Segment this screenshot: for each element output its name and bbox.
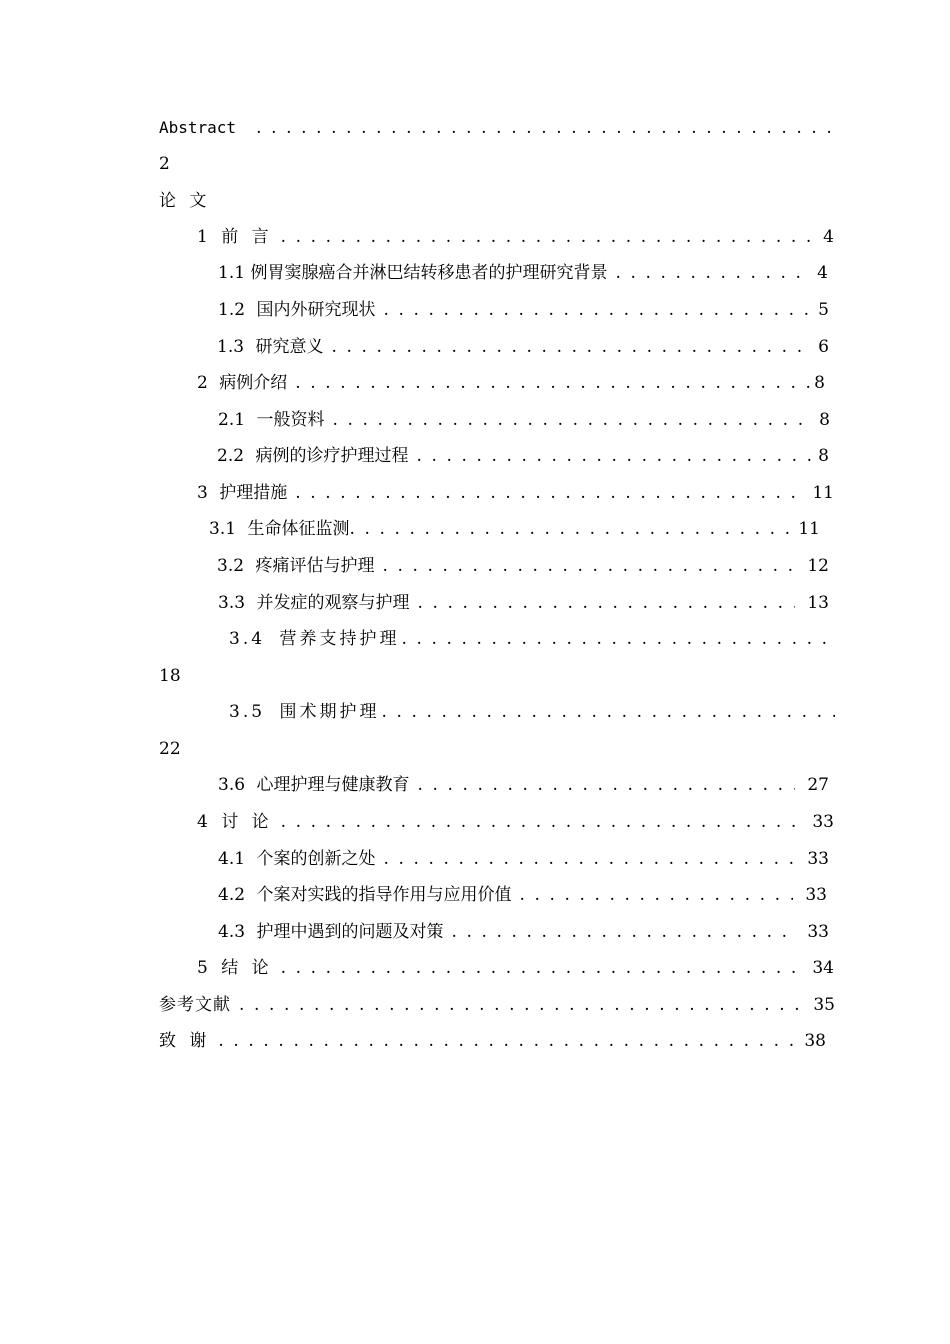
toc-entry-page: 12 [807, 556, 829, 576]
toc-entry-label: 4.3 护理中遇到的问题及对策 [218, 922, 444, 942]
toc-leader-dots [383, 299, 812, 321]
toc-entry-page: 33 [812, 812, 834, 832]
toc-entry-3-3[interactable] [218, 592, 829, 614]
toc-entry-page: 18 [159, 666, 181, 686]
toc-entry-label: 3.4 营养支持护理 [229, 629, 400, 649]
toc-entry-page: 4 [823, 227, 834, 247]
toc-leader-dots [519, 884, 793, 906]
toc-leader-dots [281, 957, 801, 979]
toc-entry-label: 3.6 心理护理与健康教育 [218, 775, 410, 795]
toc-entry-page: 11 [812, 483, 834, 503]
toc-entry-2-2[interactable] [217, 445, 829, 467]
toc-entry-page: 11 [798, 519, 820, 539]
toc-leader-dots [331, 336, 812, 358]
toc-entry-label: 4.2 个案对实践的指导作用与应用价值 [218, 885, 512, 905]
toc-entry-label: 2.1 一般资料 [218, 410, 325, 430]
toc-entry-label: 致 谢 [159, 1031, 211, 1051]
toc-entry-label: 2 病例介绍 [197, 373, 288, 393]
toc-leader-dots [281, 226, 818, 248]
toc-entry-label: 5 结 论 [197, 958, 273, 978]
toc-entry-label: 4.1 个案的创新之处 [218, 849, 376, 869]
toc-entry-5[interactable] [197, 957, 834, 979]
toc-entry-page: 35 [813, 995, 835, 1015]
toc-entry-label: 3 护理措施 [197, 483, 288, 503]
toc-entry-4-3[interactable] [218, 921, 829, 943]
toc-entry-page: 2 [159, 154, 170, 174]
toc-leader-dots [615, 262, 811, 284]
toc-heading-thesis: 论 文 [159, 191, 211, 211]
toc-entry-label: 3.2 疼痛评估与护理 [217, 556, 375, 576]
toc-entry-label: 3.3 并发症的观察与护理 [218, 593, 410, 613]
toc-entry-label: Abstract [159, 118, 237, 137]
toc-entry-label: 参考文献 [159, 995, 231, 1015]
toc-entry-page: 27 [807, 775, 829, 795]
toc-entry-page: 33 [805, 885, 827, 905]
toc-leader-dots [218, 1030, 804, 1052]
toc-entry-1[interactable] [197, 226, 834, 248]
toc-entry-page: 33 [807, 922, 829, 942]
toc-entry-4-1[interactable] [218, 848, 829, 870]
toc-entry-3-4[interactable] [229, 628, 835, 650]
toc-entry-3-5[interactable] [229, 701, 835, 723]
toc-leader-dots [383, 848, 795, 870]
toc-leader-dots [349, 518, 798, 540]
toc-entry-page: 13 [807, 593, 829, 613]
toc-leader-dots [256, 117, 835, 139]
toc-entry-label: 1.1 例胃窦腺癌合并淋巴结转移患者的护理研究背景 [218, 263, 608, 283]
toc-leader-dots [332, 409, 813, 431]
toc-entry-4-2[interactable] [218, 884, 827, 906]
toc-entry-2-1[interactable] [218, 409, 830, 431]
toc-entry-acknowledgements[interactable] [159, 1030, 826, 1052]
toc-leader-dots [281, 811, 801, 833]
toc-entry-page: 5 [818, 300, 829, 320]
toc-entry-2[interactable] [197, 372, 825, 394]
toc-entry-page: 8 [819, 410, 830, 430]
toc-entry-page: 4 [817, 263, 828, 283]
toc-entry-label: 1.2 国内外研究现状 [218, 300, 376, 320]
toc-entry-label: 1.3 研究意义 [217, 337, 324, 357]
toc-entry-3-2[interactable] [217, 555, 829, 577]
toc-entry-label: 3.5 围术期护理 [229, 702, 380, 722]
toc-entry-page: 8 [814, 373, 825, 393]
toc-entry-page: 38 [804, 1031, 826, 1051]
toc-entry-abstract[interactable] [159, 117, 835, 139]
toc-entry-label: 4 讨 论 [197, 812, 273, 832]
toc-leader-dots [416, 445, 812, 467]
toc-leader-dots [295, 372, 812, 394]
toc-entry-references[interactable] [159, 994, 835, 1016]
toc-leader-dots [417, 592, 795, 614]
toc-entry-page: 34 [812, 958, 834, 978]
toc-entry-1-1[interactable] [218, 262, 828, 284]
toc-entry-4[interactable] [197, 811, 834, 833]
toc-entry-page: 8 [818, 446, 829, 466]
toc-entry-label: 1 前 言 [197, 227, 273, 247]
toc-entry-label: 2.2 病例的诊疗护理过程 [217, 446, 409, 466]
toc-entry-3-6[interactable] [218, 774, 829, 796]
toc-entry-1-3[interactable] [217, 336, 829, 358]
toc-entry-page: 6 [818, 337, 829, 357]
toc-leader-dots [382, 555, 795, 577]
toc-leader-dots [381, 701, 835, 723]
toc-entry-page: 22 [159, 739, 181, 759]
toc-leader-dots [239, 994, 801, 1016]
toc-entry-3[interactable] [197, 482, 834, 504]
toc-leader-dots [401, 628, 835, 650]
toc-entry-label: 3.1 生命体征监测 [209, 519, 350, 539]
toc-entry-1-2[interactable] [218, 299, 829, 321]
toc-leader-dots [451, 921, 795, 943]
toc-entry-3-1[interactable] [209, 518, 820, 540]
toc-entry-page: 33 [807, 849, 829, 869]
toc-leader-dots [295, 482, 806, 504]
toc-leader-dots [417, 774, 795, 796]
